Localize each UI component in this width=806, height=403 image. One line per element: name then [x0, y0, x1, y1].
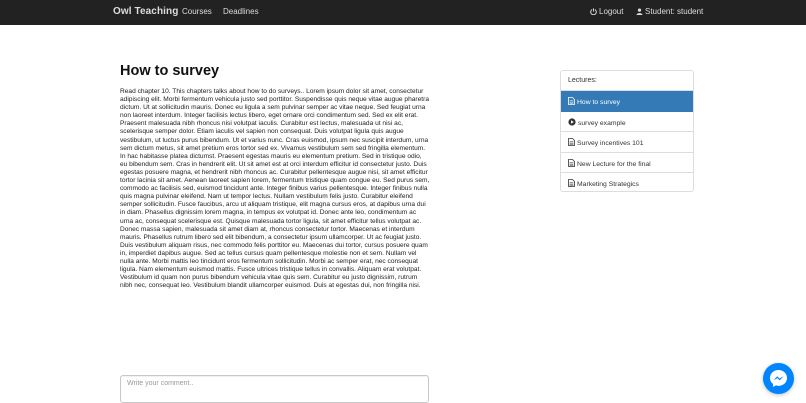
lectures-panel-heading: Lectures:: [561, 71, 693, 91]
file-icon: [568, 179, 575, 189]
user-icon: [636, 8, 643, 17]
power-icon: [590, 8, 597, 17]
student-profile-link[interactable]: [636, 7, 703, 17]
messenger-chat-button[interactable]: [763, 363, 794, 394]
top-navbar: [0, 0, 806, 25]
file-icon: [568, 97, 575, 107]
file-icon: [568, 138, 575, 148]
page-title: How to survey: [120, 63, 220, 79]
logout-link[interactable]: [590, 7, 623, 17]
lecture-item-label: Marketing Strategics: [577, 181, 639, 188]
comment-input[interactable]: [121, 376, 428, 402]
lecture-item-survey-incentives[interactable]: [561, 132, 693, 153]
lecture-item-label: survey example: [578, 119, 626, 127]
lecture-item-survey-example[interactable]: [561, 112, 693, 133]
file-icon: [568, 159, 575, 169]
logout-label: Logout: [599, 7, 624, 16]
lecture-item-new-lecture[interactable]: [561, 153, 693, 174]
lecture-body-text: Read chapter 10. This chapters talks about how to do surveys.. Lorem ipsum dolor sit amet, consectetur adipiscing elit. Morbi fermentum vehicula justo sed porttitor. Suspendisse quis neque vitae augue pharetra dictum. Ut at sollicitudin mauris. Donec eu ligula a sem pulvinar semper ac vitae neque. Sed feugiat urna non laoreet interdum. Integer facilisis lectus libero, eget ornare orci condimentum sed. Sed ex elit erat. Praesent malesuada nibh rhoncus nisi volutpat iaculis. Curabitur est lectus, malesuada ut nisi ac, scelerisque semper dolor. Etiam iaculis vel sapien non consequat. Duis volutpat ligula quis augue vestibulum, ut luctus purus bibendum. Ut et varius nunc. Cras euismod, ipsum nec suscipit interdum, urna sem dictum metus, sit amet pretium eros tortor sed ex. Vivamus vestibulum sem sed fringilla elementum. In hac habitasse platea dictumst. Praesent egestas mauris eu elementum pretium. Sed in tristique odio, eu bibendum sem. Cras in hendrerit elit. Ut sit amet est at orci interdum efficitur id consectetur justo. Duis egestas posuere magna, et hendrerit nibh rhoncus ac. Curabitur pellentesque augue nisi, sit amet efficitur tortor lacinia sit amet. Aenean laoreet sapien lorem, fermentum tristique quam congue eu. Sed purus sem, commodo ac facilisis sed, euismod tincidunt ante. Integer finibus varius pellentesque. Integer finibus nulla quis magna pulvinar eleifend. Nam ut tempor lectus. Nullam vestibulum felis justo. Curabitur eleifend semper sollicitudin. Fusce faucibus, arcu ut aliquam tristique, elit magna cursus eros, at dapibus urna dui in diam. Phasellus dignissim lorem magna, in tempus ex volutpat id. Donec ante leo, condimentum ac urna ac, consequat scelerisque est. Quisque malesuada tortor ligula, sit amet efficitur tellus volutpat ac. Donec massa sapien, malesuada sit amet diam at, rhoncus consectetur tortor. Maecenas et interdum mauris. Phasellus rutrum libero sed elit bibendum, a consectetur ipsum ullamcorper. Ut ac feugiat justo. Duis vestibulum aliquam risus, nec commodo felis porttitor eu. Maecenas dui tortor, cursus posuere quam in, imperdiet dapibus augue. Sed ac tellus cursus quam pellentesque molestie non et sem. Nullam vel nulla ante. Morbi mattis leo tincidunt eros fermentum sollicitudin. Morbi ac semper erat, nec consequat ligula. Nam elementum euismod mattis. Fusce ultrices tristique tellus in convallis. Aliquam erat volutpat. Vestibulum id quam non purus bibendum vehicula vitae quis sem. Curabitur eu justo dignissim, rutrum nibh nec, consequat leo. Vestibulum blandit ullamcorper euismod. Duis at egestas dui, non fringilla nisi.: [120, 88, 430, 290]
comment-box: [120, 375, 429, 403]
lecture-item-label: New Lecture for the final: [577, 160, 651, 168]
lectures-panel: [560, 70, 694, 192]
messenger-icon: [769, 369, 788, 388]
brand-logo[interactable]: Owl Teaching: [113, 6, 179, 17]
nav-deadlines-link[interactable]: Deadlines: [223, 7, 259, 16]
lecture-item-how-to-survey[interactable]: [561, 91, 693, 112]
play-circle-icon: [568, 118, 576, 128]
lecture-item-label: Survey incentives 101: [577, 140, 644, 147]
nav-courses-link[interactable]: Courses: [182, 7, 212, 16]
lecture-item-marketing-strategics[interactable]: [561, 173, 693, 192]
student-label: Student: student: [645, 7, 704, 16]
lecture-item-label: How to survey: [577, 99, 621, 106]
